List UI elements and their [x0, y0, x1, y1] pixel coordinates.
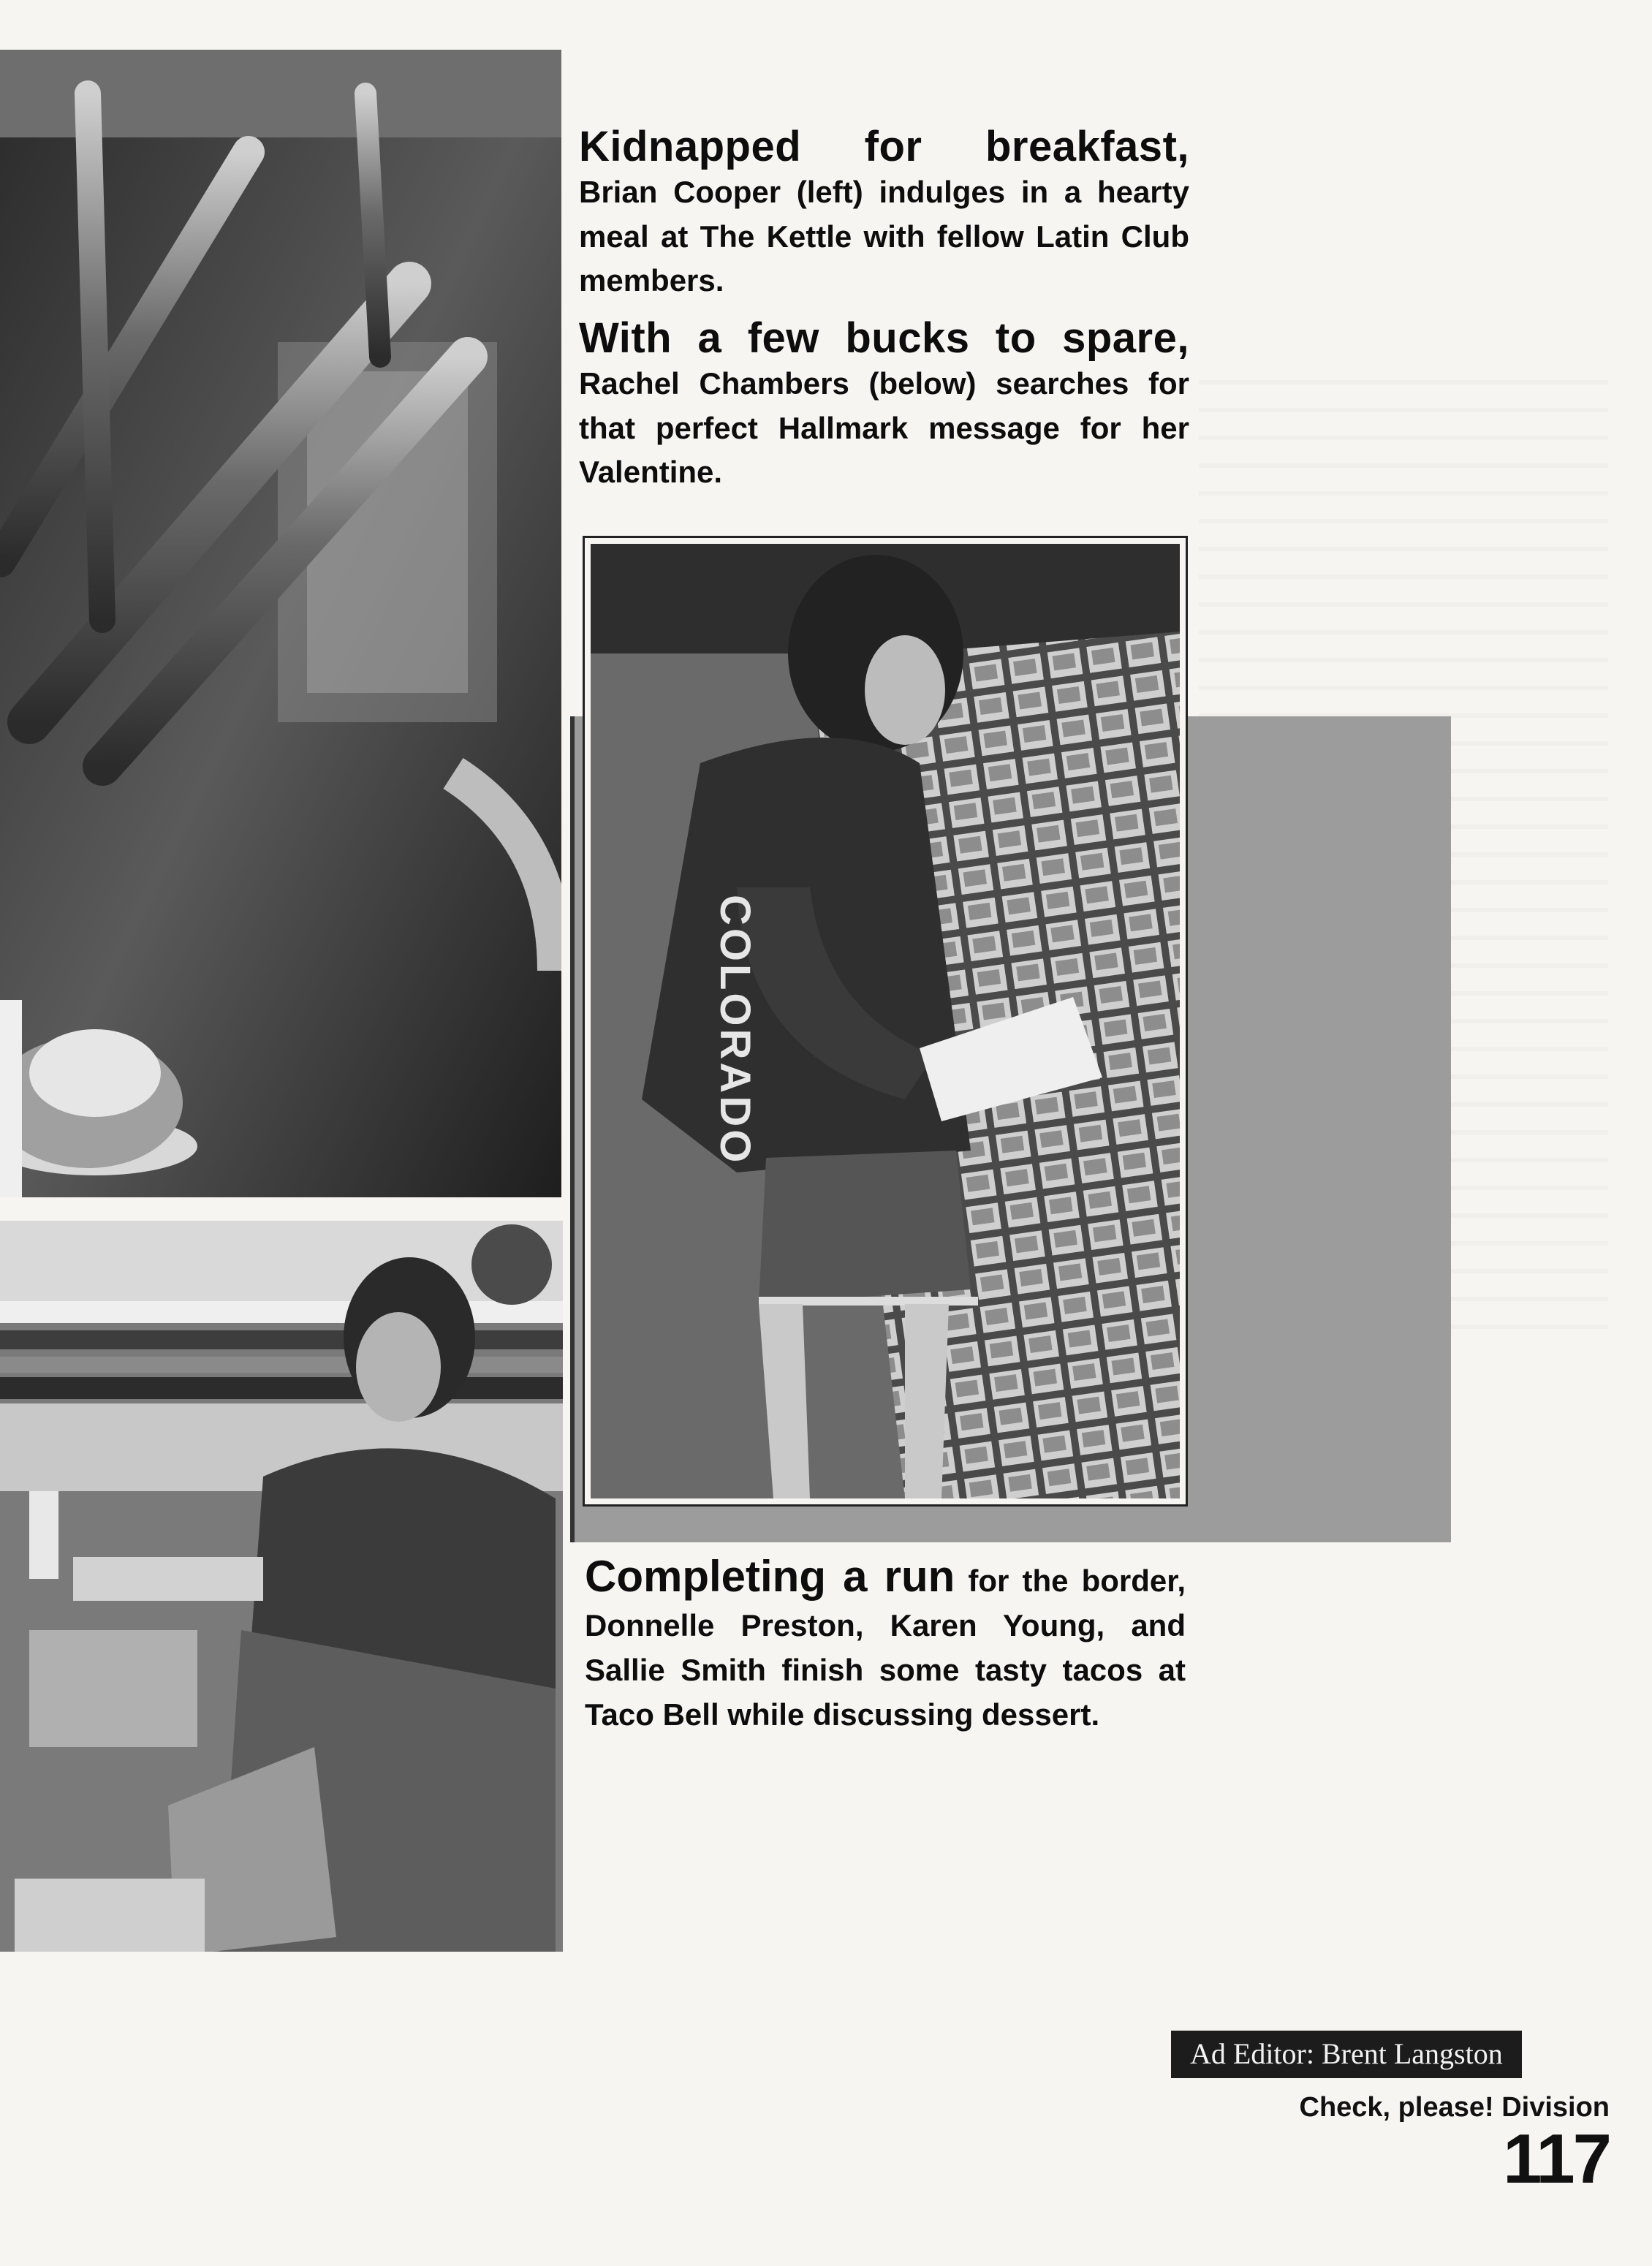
kettle-photo-drawing — [0, 50, 561, 1197]
caption-run-lead: Completing a run — [585, 1552, 955, 1601]
photo-taco-bell — [0, 1216, 563, 1952]
ad-editor-credit: Ad Editor: Brent Langston — [1171, 2031, 1522, 2078]
vertical-rule — [570, 716, 575, 1542]
caption-breakfast-body: Brian Cooper (left) indulges in a hearty meal at The Kettle with fellow Latin Club members. — [579, 174, 1189, 298]
caption-run-body: for the border, Donnelle Preston, Karen Young, and Sallie Smith finish some tasty tacos at Taco Bell while discussing dessert. — [585, 1564, 1186, 1732]
photo-hallmark-cards — [585, 538, 1186, 1504]
cards-photo-drawing — [591, 544, 1180, 1498]
caption-breakfast — [579, 124, 1189, 303]
caption-breakfast-lead: Kidnapped for breakfast, — [579, 123, 1189, 170]
caption-spare-lead: With a few bucks to spare, — [579, 314, 1189, 362]
caption-spare — [579, 316, 1189, 495]
taco-bell-photo-drawing — [0, 1221, 563, 1952]
caption-spare-body: Rachel Chambers (below) searches for that perfect Hallmark message for her Valentine. — [579, 365, 1189, 490]
photo-kettle-restaurant — [0, 50, 561, 1197]
division-title: Check, please! Division — [1299, 2092, 1610, 2123]
sleeve-lettering: COLORADO — [711, 895, 759, 1166]
page-number: 117 — [1503, 2120, 1610, 2198]
caption-run — [585, 1553, 1186, 1738]
